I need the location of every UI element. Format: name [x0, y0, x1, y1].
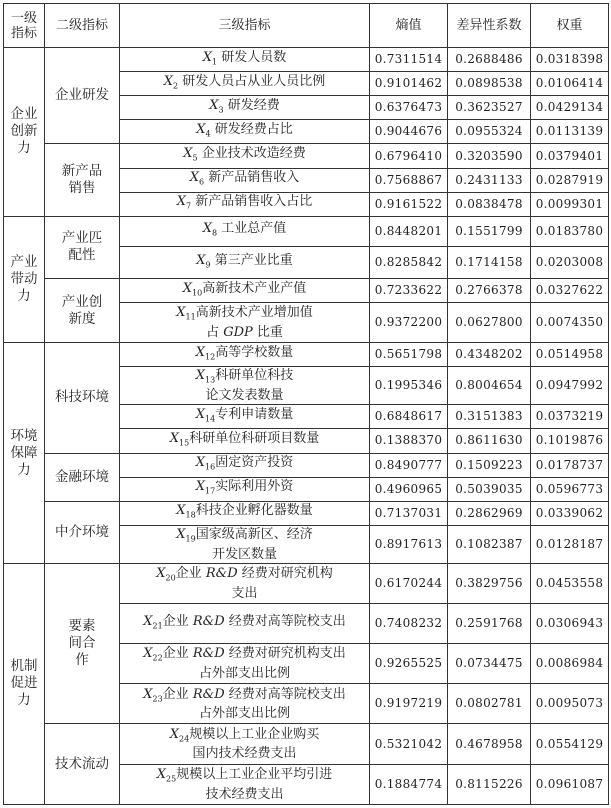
- table-row: [4, 724, 609, 764]
- level3-cell: $X_{17}$实际利用外资: [120, 477, 370, 501]
- diff-cell: 0.0734475: [448, 644, 531, 684]
- entropy-cell: 0.8490777: [370, 453, 448, 477]
- weight-cell: 0.0306943: [531, 604, 609, 644]
- weight-cell: 0.0074350: [531, 303, 609, 343]
- entropy-cell: 0.9161522: [370, 192, 448, 216]
- level3-cell: $X_{18}$科技企业孵化器数量: [120, 501, 370, 525]
- level3-cell: $X_4$ 研发经费占比: [120, 120, 370, 144]
- header-diff-coefficient: 差异性系数: [448, 4, 531, 48]
- entropy-cell: 0.6170244: [370, 563, 448, 603]
- diff-cell: 0.8115226: [448, 764, 531, 804]
- table-row: [4, 563, 609, 603]
- table-row: [4, 216, 609, 246]
- diff-cell: 0.2431133: [448, 168, 531, 192]
- level3-cell: $X_3$ 研发经费: [120, 96, 370, 120]
- weight-cell: 0.0554129: [531, 724, 609, 764]
- level3-cell: $X_{25}$规模以上工业企业平均引进 技术经费支出: [120, 764, 370, 804]
- weight-cell: 0.1019876: [531, 429, 609, 453]
- entropy-cell: 0.9044676: [370, 120, 448, 144]
- table-row: [4, 501, 609, 525]
- entropy-cell: 0.1388370: [370, 429, 448, 453]
- diff-cell: 0.3829756: [448, 563, 531, 603]
- table-row: [4, 343, 609, 367]
- weight-cell: 0.0596773: [531, 477, 609, 501]
- diff-cell: 0.1082387: [448, 525, 531, 563]
- level3-cell: $X_{11}$高新技术产业增加值 占 GDP 比重: [120, 303, 370, 343]
- level1-cell: 产业 带动 力: [4, 216, 45, 342]
- diff-cell: 0.0898538: [448, 72, 531, 96]
- level3-cell: $X_{16}$固定资产投资: [120, 453, 370, 477]
- entropy-cell: 0.7233622: [370, 278, 448, 302]
- diff-cell: 0.3151383: [448, 405, 531, 429]
- entropy-cell: 0.6376473: [370, 96, 448, 120]
- level2-cell: 产业创 新度: [45, 278, 120, 342]
- level3-cell: $X_6$ 新产品销售收入: [120, 168, 370, 192]
- table-row: [4, 278, 609, 302]
- diff-cell: 0.2862969: [448, 501, 531, 525]
- level1-cell: 机制 促进 力: [4, 563, 45, 804]
- entropy-cell: 0.8917613: [370, 525, 448, 563]
- weight-cell: 0.0106414: [531, 72, 609, 96]
- table-row: [4, 453, 609, 477]
- level1-cell: 环境 保障 力: [4, 343, 45, 564]
- level2-cell: 要素 间合 作: [45, 563, 120, 724]
- weight-cell: 0.0287919: [531, 168, 609, 192]
- entropy-cell: 0.9197219: [370, 684, 448, 724]
- weight-cell: 0.0099301: [531, 192, 609, 216]
- entropy-cell: 0.7408232: [370, 604, 448, 644]
- diff-cell: 0.3623527: [448, 96, 531, 120]
- level3-cell: $X_2$ 研发人员占从业人员比例: [120, 72, 370, 96]
- level2-cell: 科技环境: [45, 343, 120, 453]
- level3-cell: $X_{24}$规模以上工业企业购买 国内技术经费支出: [120, 724, 370, 764]
- header-weight: 权重: [531, 4, 609, 48]
- table-row: [4, 48, 609, 72]
- level3-cell: $X_5$ 企业技术改造经费: [120, 144, 370, 168]
- level3-cell: $X_{21}$企业 R&D 经费对高等院校支出: [120, 604, 370, 644]
- entropy-cell: 0.1995346: [370, 367, 448, 405]
- weight-cell: 0.0947992: [531, 367, 609, 405]
- level3-cell: $X_{14}$专利申请数量: [120, 405, 370, 429]
- header-level3: 三级指标: [120, 4, 370, 48]
- weight-cell: 0.0113139: [531, 120, 609, 144]
- header-row: [4, 4, 609, 48]
- entropy-cell: 0.9372200: [370, 303, 448, 343]
- entropy-cell: 0.9101462: [370, 72, 448, 96]
- entropy-cell: 0.5321042: [370, 724, 448, 764]
- weight-cell: 0.0128187: [531, 525, 609, 563]
- level1-cell: 企业 创新 力: [4, 48, 45, 217]
- level3-cell: $X_7$ 新产品销售收入占比: [120, 192, 370, 216]
- level3-cell: $X_9$ 第三产业比重: [120, 246, 370, 278]
- diff-cell: 0.2766378: [448, 278, 531, 302]
- entropy-cell: 0.8448201: [370, 216, 448, 246]
- level3-cell: $X_8$ 工业总产值: [120, 216, 370, 246]
- diff-cell: 0.8004654: [448, 367, 531, 405]
- level2-cell: 新产品 销售: [45, 144, 120, 216]
- level3-cell: $X_{20}$企业 R&D 经费对研究机构 支出: [120, 563, 370, 603]
- diff-cell: 0.0838478: [448, 192, 531, 216]
- weight-cell: 0.0086984: [531, 644, 609, 684]
- weight-cell: 0.0327622: [531, 278, 609, 302]
- diff-cell: 0.5039035: [448, 477, 531, 501]
- entropy-cell: 0.1884774: [370, 764, 448, 804]
- weight-cell: 0.0178737: [531, 453, 609, 477]
- level3-cell: $X_1$ 研发人员数: [120, 48, 370, 72]
- weight-cell: 0.0961087: [531, 764, 609, 804]
- diff-cell: 0.8611630: [448, 429, 531, 453]
- weight-cell: 0.0379401: [531, 144, 609, 168]
- entropy-cell: 0.7311514: [370, 48, 448, 72]
- diff-cell: 0.4348202: [448, 343, 531, 367]
- weight-cell: 0.0429134: [531, 96, 609, 120]
- diff-cell: 0.1551799: [448, 216, 531, 246]
- level3-cell: $X_{19}$国家级高新区、经济 开发区数量: [120, 525, 370, 563]
- weight-cell: 0.0183780: [531, 216, 609, 246]
- level2-cell: 技术流动: [45, 724, 120, 805]
- level2-cell: 产业匹 配性: [45, 216, 120, 278]
- level3-cell: $X_{13}$科研单位科技 论文发表数量: [120, 367, 370, 405]
- diff-cell: 0.3203590: [448, 144, 531, 168]
- diff-cell: 0.0955324: [448, 120, 531, 144]
- level2-cell: 中介环境: [45, 501, 120, 563]
- weight-cell: 0.0339062: [531, 501, 609, 525]
- diff-cell: 0.1509223: [448, 453, 531, 477]
- diff-cell: 0.0627800: [448, 303, 531, 343]
- entropy-cell: 0.9265525: [370, 644, 448, 684]
- weight-cell: 0.0373219: [531, 405, 609, 429]
- header-level2: 二级指标: [45, 4, 120, 48]
- entropy-cell: 0.4960965: [370, 477, 448, 501]
- diff-cell: 0.0802781: [448, 684, 531, 724]
- header-entropy: 熵值: [370, 4, 448, 48]
- level2-cell: 金融环境: [45, 453, 120, 501]
- entropy-cell: 0.8285842: [370, 246, 448, 278]
- level3-cell: $X_{12}$高等学校数量: [120, 343, 370, 367]
- weight-cell: 0.0203008: [531, 246, 609, 278]
- diff-cell: 0.2591768: [448, 604, 531, 644]
- indicator-weights-table: [3, 3, 609, 805]
- entropy-cell: 0.5651798: [370, 343, 448, 367]
- entropy-cell: 0.7568867: [370, 168, 448, 192]
- level3-cell: $X_{23}$企业 R&D 经费对高等院校支出 占外部支出比例: [120, 684, 370, 724]
- weight-cell: 0.0453558: [531, 563, 609, 603]
- weight-cell: 0.0514958: [531, 343, 609, 367]
- level3-cell: $X_{10}$高新技术产业产值: [120, 278, 370, 302]
- diff-cell: 0.2688486: [448, 48, 531, 72]
- entropy-cell: 0.7137031: [370, 501, 448, 525]
- entropy-cell: 0.6848617: [370, 405, 448, 429]
- entropy-cell: 0.6796410: [370, 144, 448, 168]
- weight-cell: 0.0095073: [531, 684, 609, 724]
- diff-cell: 0.4678958: [448, 724, 531, 764]
- level3-cell: $X_{15}$科研单位科研项目数量: [120, 429, 370, 453]
- weight-cell: 0.0318398: [531, 48, 609, 72]
- level3-cell: $X_{22}$企业 R&D 经费对研究机构支出 占外部支出比例: [120, 644, 370, 684]
- diff-cell: 0.1714158: [448, 246, 531, 278]
- header-level1: 一级 指标: [4, 4, 45, 48]
- table-row: [4, 144, 609, 168]
- level2-cell: 企业研发: [45, 48, 120, 144]
